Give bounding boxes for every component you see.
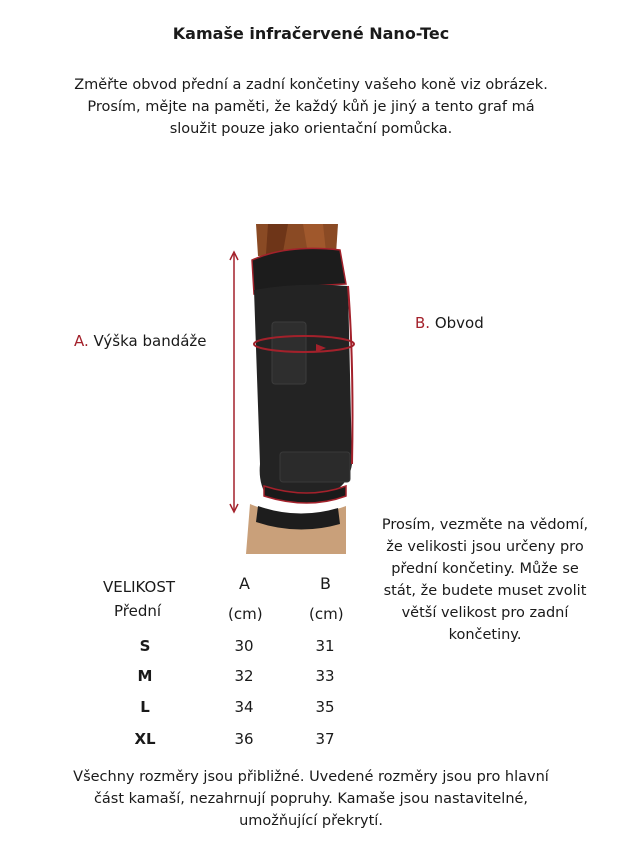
- footer-text: [10, 766, 612, 832]
- column-a-header: A: [239, 574, 250, 593]
- row-size: M: [137, 667, 153, 685]
- row-b-value: 37: [315, 730, 335, 748]
- intro-line: Prosím, mějte na paměti, že každý kůň je jiný a tento graf má: [87, 99, 535, 115]
- label-a-text: Výška bandáže: [93, 332, 207, 350]
- note-line: přední končetiny. Může se: [391, 561, 579, 577]
- row-a-value: 30: [234, 637, 254, 655]
- table-header-size: VELIKOST: [103, 578, 176, 596]
- label-b-text: Obvod: [434, 314, 484, 332]
- row-b-value: 31: [315, 637, 335, 655]
- row-b-value: 35: [315, 698, 335, 716]
- label-b-letter: B.: [415, 314, 431, 332]
- note-line: větší velikost pro zadní: [401, 605, 569, 621]
- column-b-header: B: [320, 574, 331, 593]
- table-header-sub: Přední: [114, 602, 162, 620]
- row-b-value: 33: [315, 667, 335, 685]
- row-size: S: [139, 637, 151, 655]
- page-title: Kamaše infračervené Nano-Tec: [172, 24, 450, 43]
- footer-line: umožňující překrytí.: [239, 813, 383, 829]
- row-size: XL: [134, 730, 156, 748]
- note-line: Prosím, vezměte na vědomí,: [381, 517, 589, 533]
- intro-text: [40, 74, 582, 140]
- row-a-value: 34: [234, 698, 254, 716]
- intro-line: sloužit pouze jako orientační pomůcka.: [169, 121, 453, 137]
- note-line: končetiny.: [448, 627, 522, 643]
- note-line: stát, že budete muset zvolit: [383, 583, 587, 599]
- boot-image: [228, 224, 358, 554]
- footer-line: Všechny rozměry jsou přibližné. Uvedené rozměry jsou pro hlavní: [73, 769, 549, 785]
- row-a-value: 36: [234, 730, 254, 748]
- intro-line: Změřte obvod přední a zadní končetiny vašeho koně viz obrázek.: [74, 77, 548, 93]
- size-note: [360, 514, 610, 646]
- footer-line: část kamaší, nezahrnují popruhy. Kamaše jsou nastavitelné,: [93, 791, 529, 807]
- label-a-letter: A.: [74, 332, 89, 350]
- row-a-value: 32: [234, 667, 254, 685]
- row-size: L: [140, 698, 150, 716]
- label-circumference: [415, 314, 484, 332]
- column-b-unit: (cm): [309, 605, 344, 623]
- column-a-unit: (cm): [228, 605, 263, 623]
- note-line: že velikosti jsou určeny pro: [386, 539, 584, 555]
- leg-boot-illustration: [228, 224, 358, 554]
- label-height: [74, 332, 207, 350]
